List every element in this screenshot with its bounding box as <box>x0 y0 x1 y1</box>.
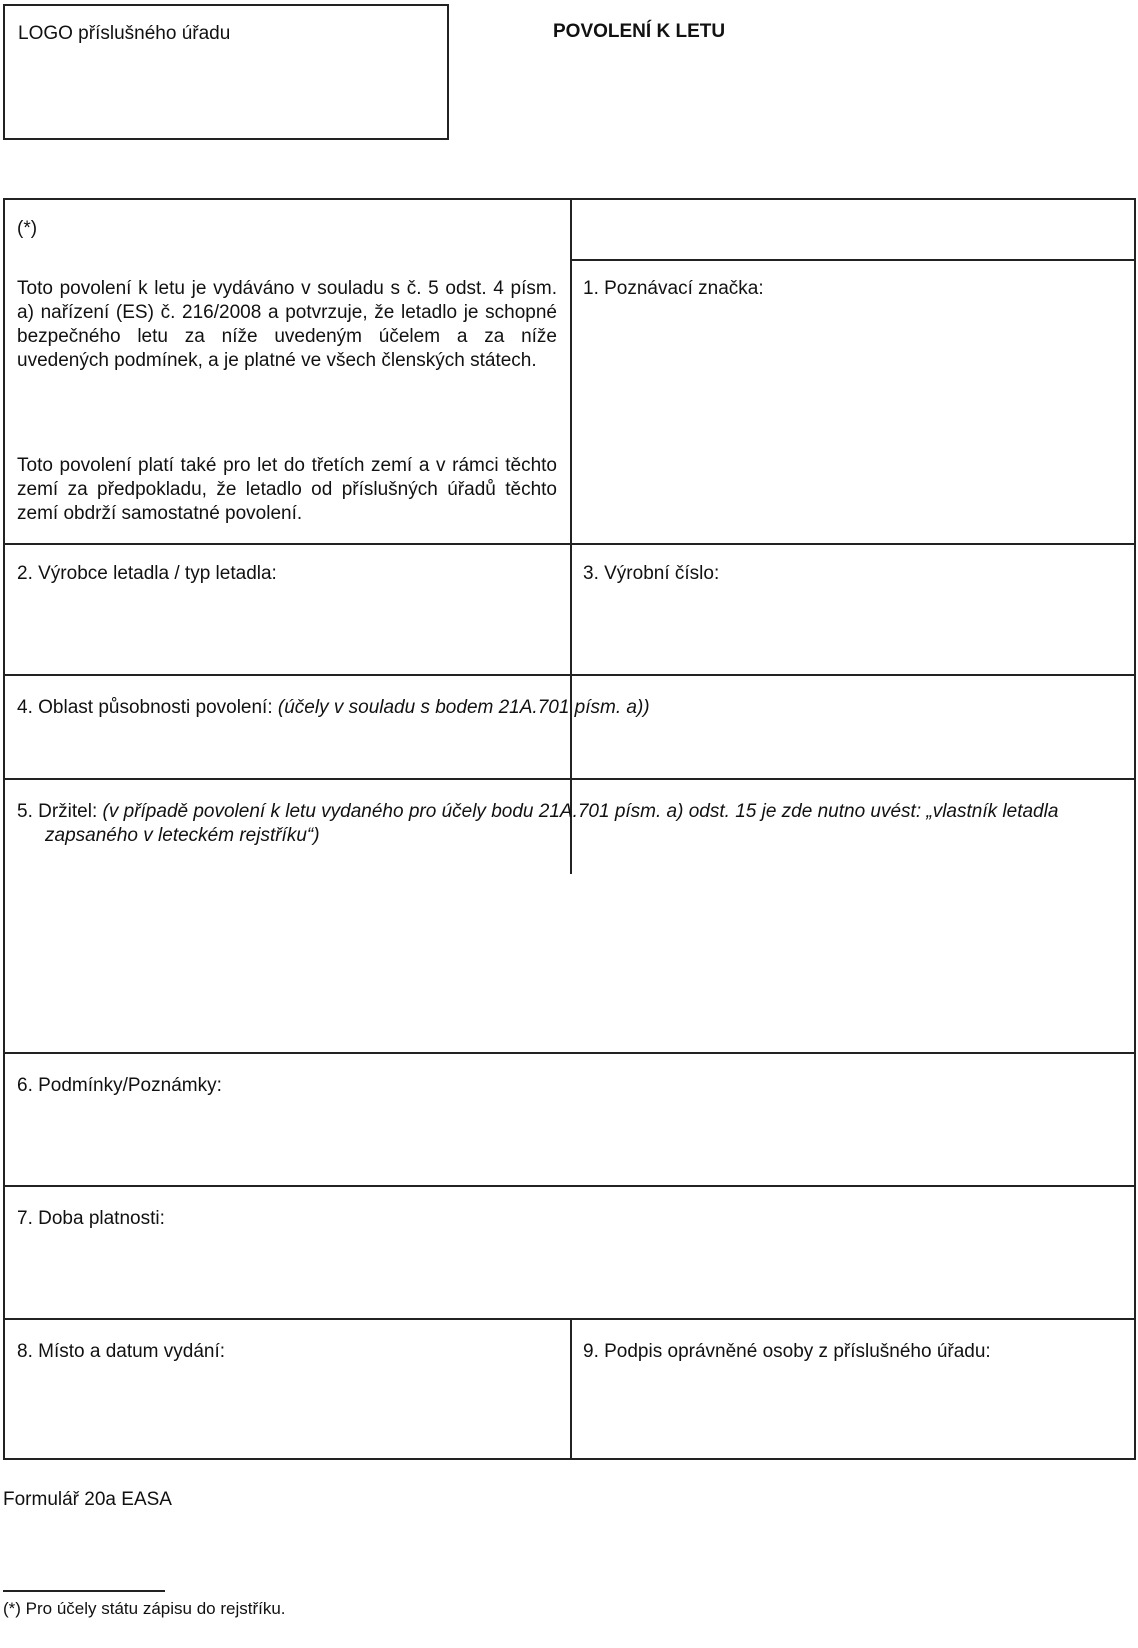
field-5-holder-note: (v případě povolení k letu vydaného pro účely bodu 21A.701 písm. a) odst. 15 je zde nutno uvést: „vlastník letadla zapsaného v leteckém rejstříku“) <box>45 801 1059 846</box>
divider-asterisk-row <box>570 259 1136 261</box>
divider-row-4 <box>5 778 1136 780</box>
field-1-registration-label: 1. Poznávací značka: <box>583 278 764 299</box>
page-title: POVOLENÍ K LETU <box>553 21 726 42</box>
field-4-scope <box>17 696 650 720</box>
logo-box <box>3 4 449 140</box>
intro-paragraph-2: Toto povolení platí také pro let do třetích zemí a v rámci těchto zemí za předpokladu, že letadlo od příslušných úřadů těchto zemí obdrží samostatné povolení. <box>17 455 557 524</box>
divider-lower-column <box>570 1318 572 1460</box>
field-5-holder-label: 5. Držitel: <box>17 801 98 822</box>
footnote-rule <box>3 1590 165 1592</box>
field-4-scope-note: (účely v souladu s bodem 21A.701 písm. a)) <box>277 697 650 718</box>
field-2-manufacturer-label: 2. Výrobce letadla / typ letadla: <box>17 563 277 584</box>
field-4-scope-label: 4. Oblast působnosti povolení: <box>17 697 273 718</box>
form-name: Formulář 20a EASA <box>3 1489 172 1510</box>
flight-permit-form <box>3 198 1136 1460</box>
field-8-place-date-label: 8. Místo a datum vydání: <box>17 1341 226 1362</box>
field-9-signature-label: 9. Podpis oprávněné osoby z příslušného úřadu: <box>583 1341 991 1362</box>
divider-row-5 <box>5 1052 1136 1054</box>
field-7-validity-label: 7. Doba platnosti: <box>17 1208 165 1229</box>
divider-upper-column <box>570 200 572 874</box>
intro-paragraph-1: Toto povolení k letu je vydáváno v souladu s č. 5 odst. 4 písm. a) nařízení (ES) č. 216/2008 a potvrzuje, že letadlo je schopné bezpečného letu za níže uvedeným účelem a za níže uvedených podmínek, a je platné ve všech členských státech. <box>17 278 557 371</box>
divider-row-6 <box>5 1185 1136 1187</box>
field-6-conditions-label: 6. Podmínky/Poznámky: <box>17 1075 222 1096</box>
field-5-holder <box>17 800 1125 848</box>
footnote: (*) Pro účely státu zápisu do rejstříku. <box>3 1599 286 1618</box>
logo-placeholder: LOGO příslušného úřadu <box>18 23 231 44</box>
divider-intro-row <box>5 543 1136 545</box>
asterisk-marker: (*) <box>17 218 38 239</box>
divider-row-2-3 <box>5 674 1136 676</box>
field-3-serial-label: 3. Výrobní číslo: <box>583 563 720 584</box>
